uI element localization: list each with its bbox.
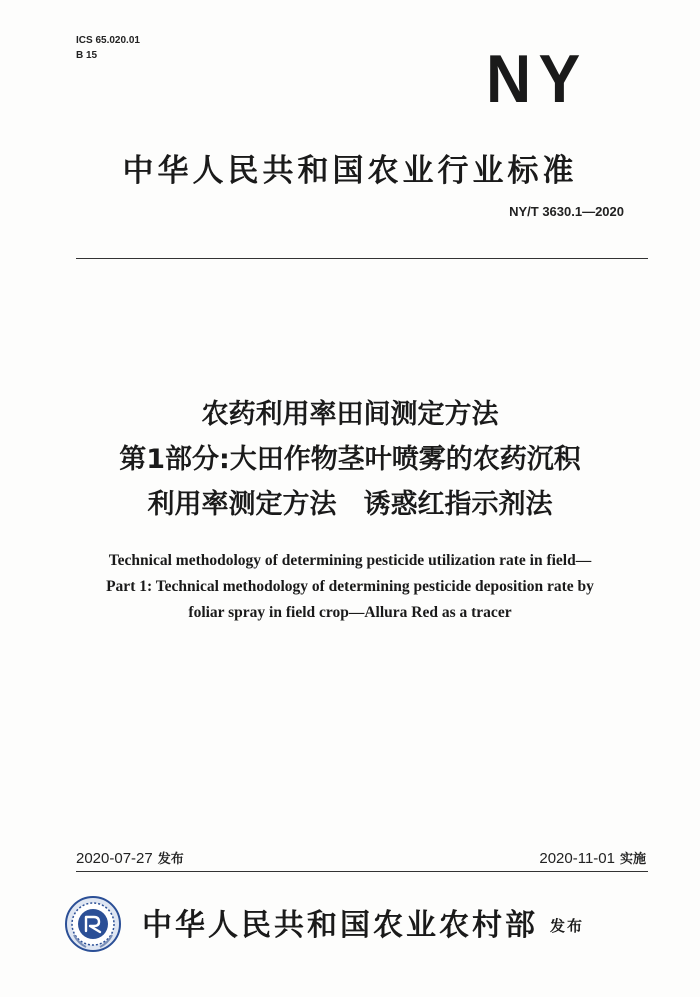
english-title-line: foliar spray in field crop—Allura Red as a tracer: [188, 604, 512, 621]
english-title-line: Technical methodology of determining pesticide utilization rate in field—: [108, 552, 592, 569]
publisher-name: 中华人民共和国农业农村部: [142, 908, 538, 943]
ny-logo: NY: [486, 41, 588, 117]
ministry-emblem-icon: [64, 895, 122, 953]
ccs-code: B 15: [76, 50, 98, 61]
implementation-date-value: 2020-11-01: [539, 850, 615, 867]
english-title-line: Part 1: Technical methodology of determining pesticide deposition rate by: [106, 578, 594, 595]
issue-date: [76, 848, 184, 867]
implementation-date-label: 实施: [619, 852, 646, 867]
implementation-date: [539, 848, 646, 867]
top-divider: [76, 258, 648, 259]
chinese-title-line: 第1部分:大田作物茎叶喷雾的农药沉积: [119, 444, 581, 475]
publisher: [142, 900, 584, 944]
issue-date-label: 发布: [157, 852, 184, 867]
english-title: [0, 548, 700, 626]
issue-date-value: 2020-07-27: [76, 850, 153, 867]
chinese-title: [0, 392, 700, 527]
standard-number: NY/T 3630.1—2020: [509, 204, 624, 219]
bottom-divider: [76, 871, 648, 872]
classification-codes: [76, 33, 140, 63]
ics-code: ICS 65.020.01: [76, 35, 140, 46]
chinese-title-line: 利用率测定方法 诱惑红指示剂法: [147, 489, 553, 520]
industry-standard-title: 中华人民共和国农业行业标准: [122, 153, 578, 189]
publisher-action: 发布: [550, 917, 585, 935]
chinese-title-line: 农药利用率田间测定方法: [201, 399, 499, 430]
